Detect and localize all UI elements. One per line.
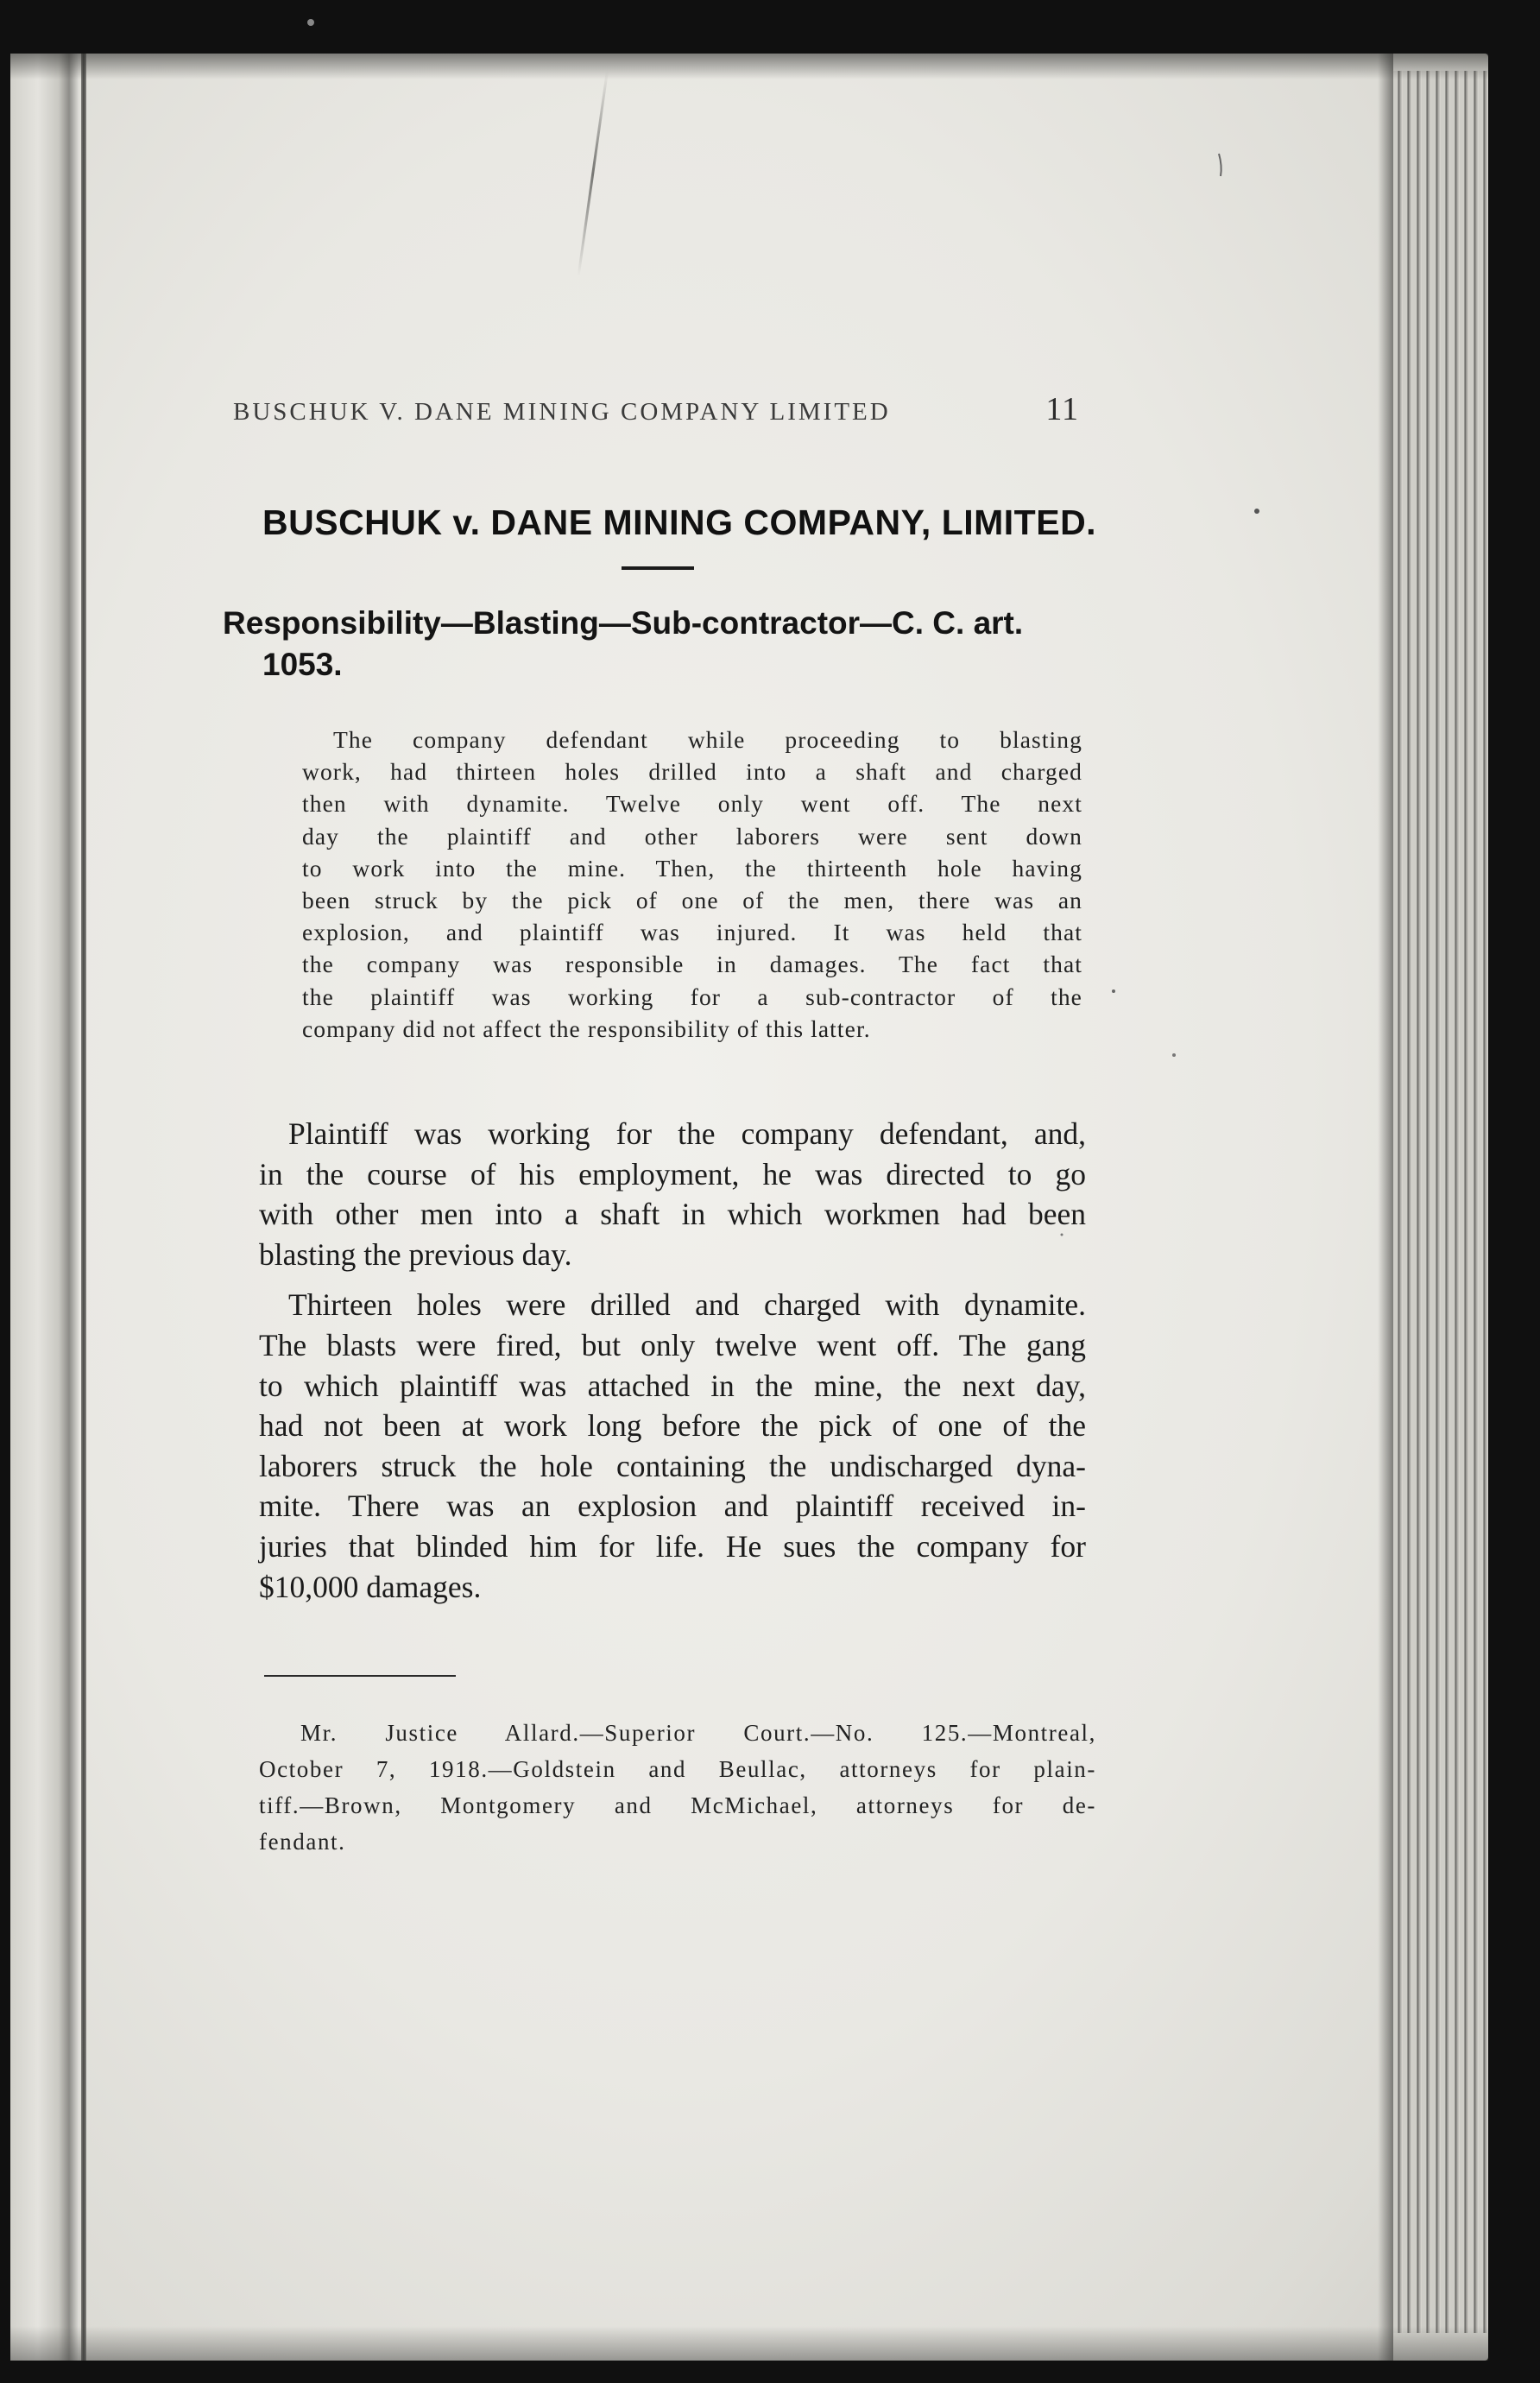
body-line: to which plaintiff was attached in the mine, the next day,: [259, 1368, 1086, 1403]
page-crease: [578, 71, 609, 276]
footnote-line: tiff.—Brown, Montgomery and McMichael, attorneys for de-: [259, 1792, 1096, 1818]
top-shadow: [10, 54, 1488, 79]
summary-line: company did not affect the responsibility of this latter.: [302, 1015, 871, 1042]
summary-line: the company was responsible in damages. The fact that: [302, 951, 1082, 978]
body-line: laborers struck the hole containing the undischarged dyna-: [259, 1448, 1086, 1483]
body-line: Plaintiff was working for the company defendant, and,: [288, 1116, 1086, 1151]
body-line: mite. There was an explosion and plaintiff received in-: [259, 1489, 1086, 1524]
page-number: 11: [1045, 391, 1079, 427]
body-line: $10,000 damages.: [259, 1569, 482, 1604]
body-line: blasting the previous day.: [259, 1236, 572, 1272]
summary-line: work, had thirteen holes drilled into a shaft and charged: [302, 758, 1082, 786]
title-rule: [622, 566, 694, 570]
case-summary: [302, 724, 1082, 1045]
headnote-line: 1053.: [262, 647, 343, 682]
headnote-line: Responsibility—Blasting—Sub-contractor—C. C. art.: [223, 605, 1024, 641]
footnote: [259, 1715, 1096, 1860]
summary-line: explosion, and plaintiff was injured. It was held that: [302, 919, 1082, 946]
summary-line: day the plaintiff and other laborers were sent down: [302, 822, 1082, 850]
body-line: with other men into a shaft in which workmen had been: [259, 1197, 1086, 1232]
body-line: Thirteen holes were drilled and charged with dynamite.: [288, 1287, 1086, 1323]
body-line: The blasts were fired, but only twelve went off. The gang: [259, 1327, 1086, 1362]
footnote-rule: [264, 1675, 456, 1677]
footnote-line: fendant.: [259, 1829, 346, 1855]
binding-gutter-line: [81, 54, 86, 2361]
summary-line: been struck by the pick of one of the men, there was an: [302, 887, 1082, 914]
paragraph: [259, 1285, 1086, 1607]
paragraph: [259, 1114, 1086, 1274]
body-line: in the course of his employment, he was directed to go: [259, 1156, 1086, 1192]
left-binding: [10, 54, 79, 2361]
summary-line: the plaintiff was working for a sub-contractor of the: [302, 983, 1082, 1010]
right-shadow: [1378, 54, 1393, 2361]
body-line: had not been at work long before the pick of one of the: [259, 1408, 1086, 1444]
running-head-title: BUSCHUK V. DANE MINING COMPANY LIMITED: [233, 398, 891, 426]
page-edges: [1393, 71, 1488, 2333]
headnote: [223, 603, 1086, 686]
body-line: juries that blinded him for life. He sues the company for: [259, 1528, 1086, 1564]
footnote-line: October 7, 1918.—Goldstein and Beullac, attorneys for plain-: [259, 1756, 1096, 1782]
case-title: BUSCHUK v. DANE MINING COMPANY, LIMITED.: [262, 503, 1097, 542]
summary-line: The company defendant while proceeding to blasting: [333, 726, 1082, 753]
bottom-shadow: [10, 2326, 1488, 2361]
running-head: [233, 390, 1079, 428]
body-text: [259, 1114, 1086, 1607]
summary-line: then with dynamite. Twelve only went off. The next: [302, 790, 1082, 818]
summary-line: to work into the mine. Then, the thirteenth hole having: [302, 854, 1082, 882]
footnote-line: Mr. Justice Allard.—Superior Court.—No. 125.—Montreal,: [300, 1720, 1096, 1746]
